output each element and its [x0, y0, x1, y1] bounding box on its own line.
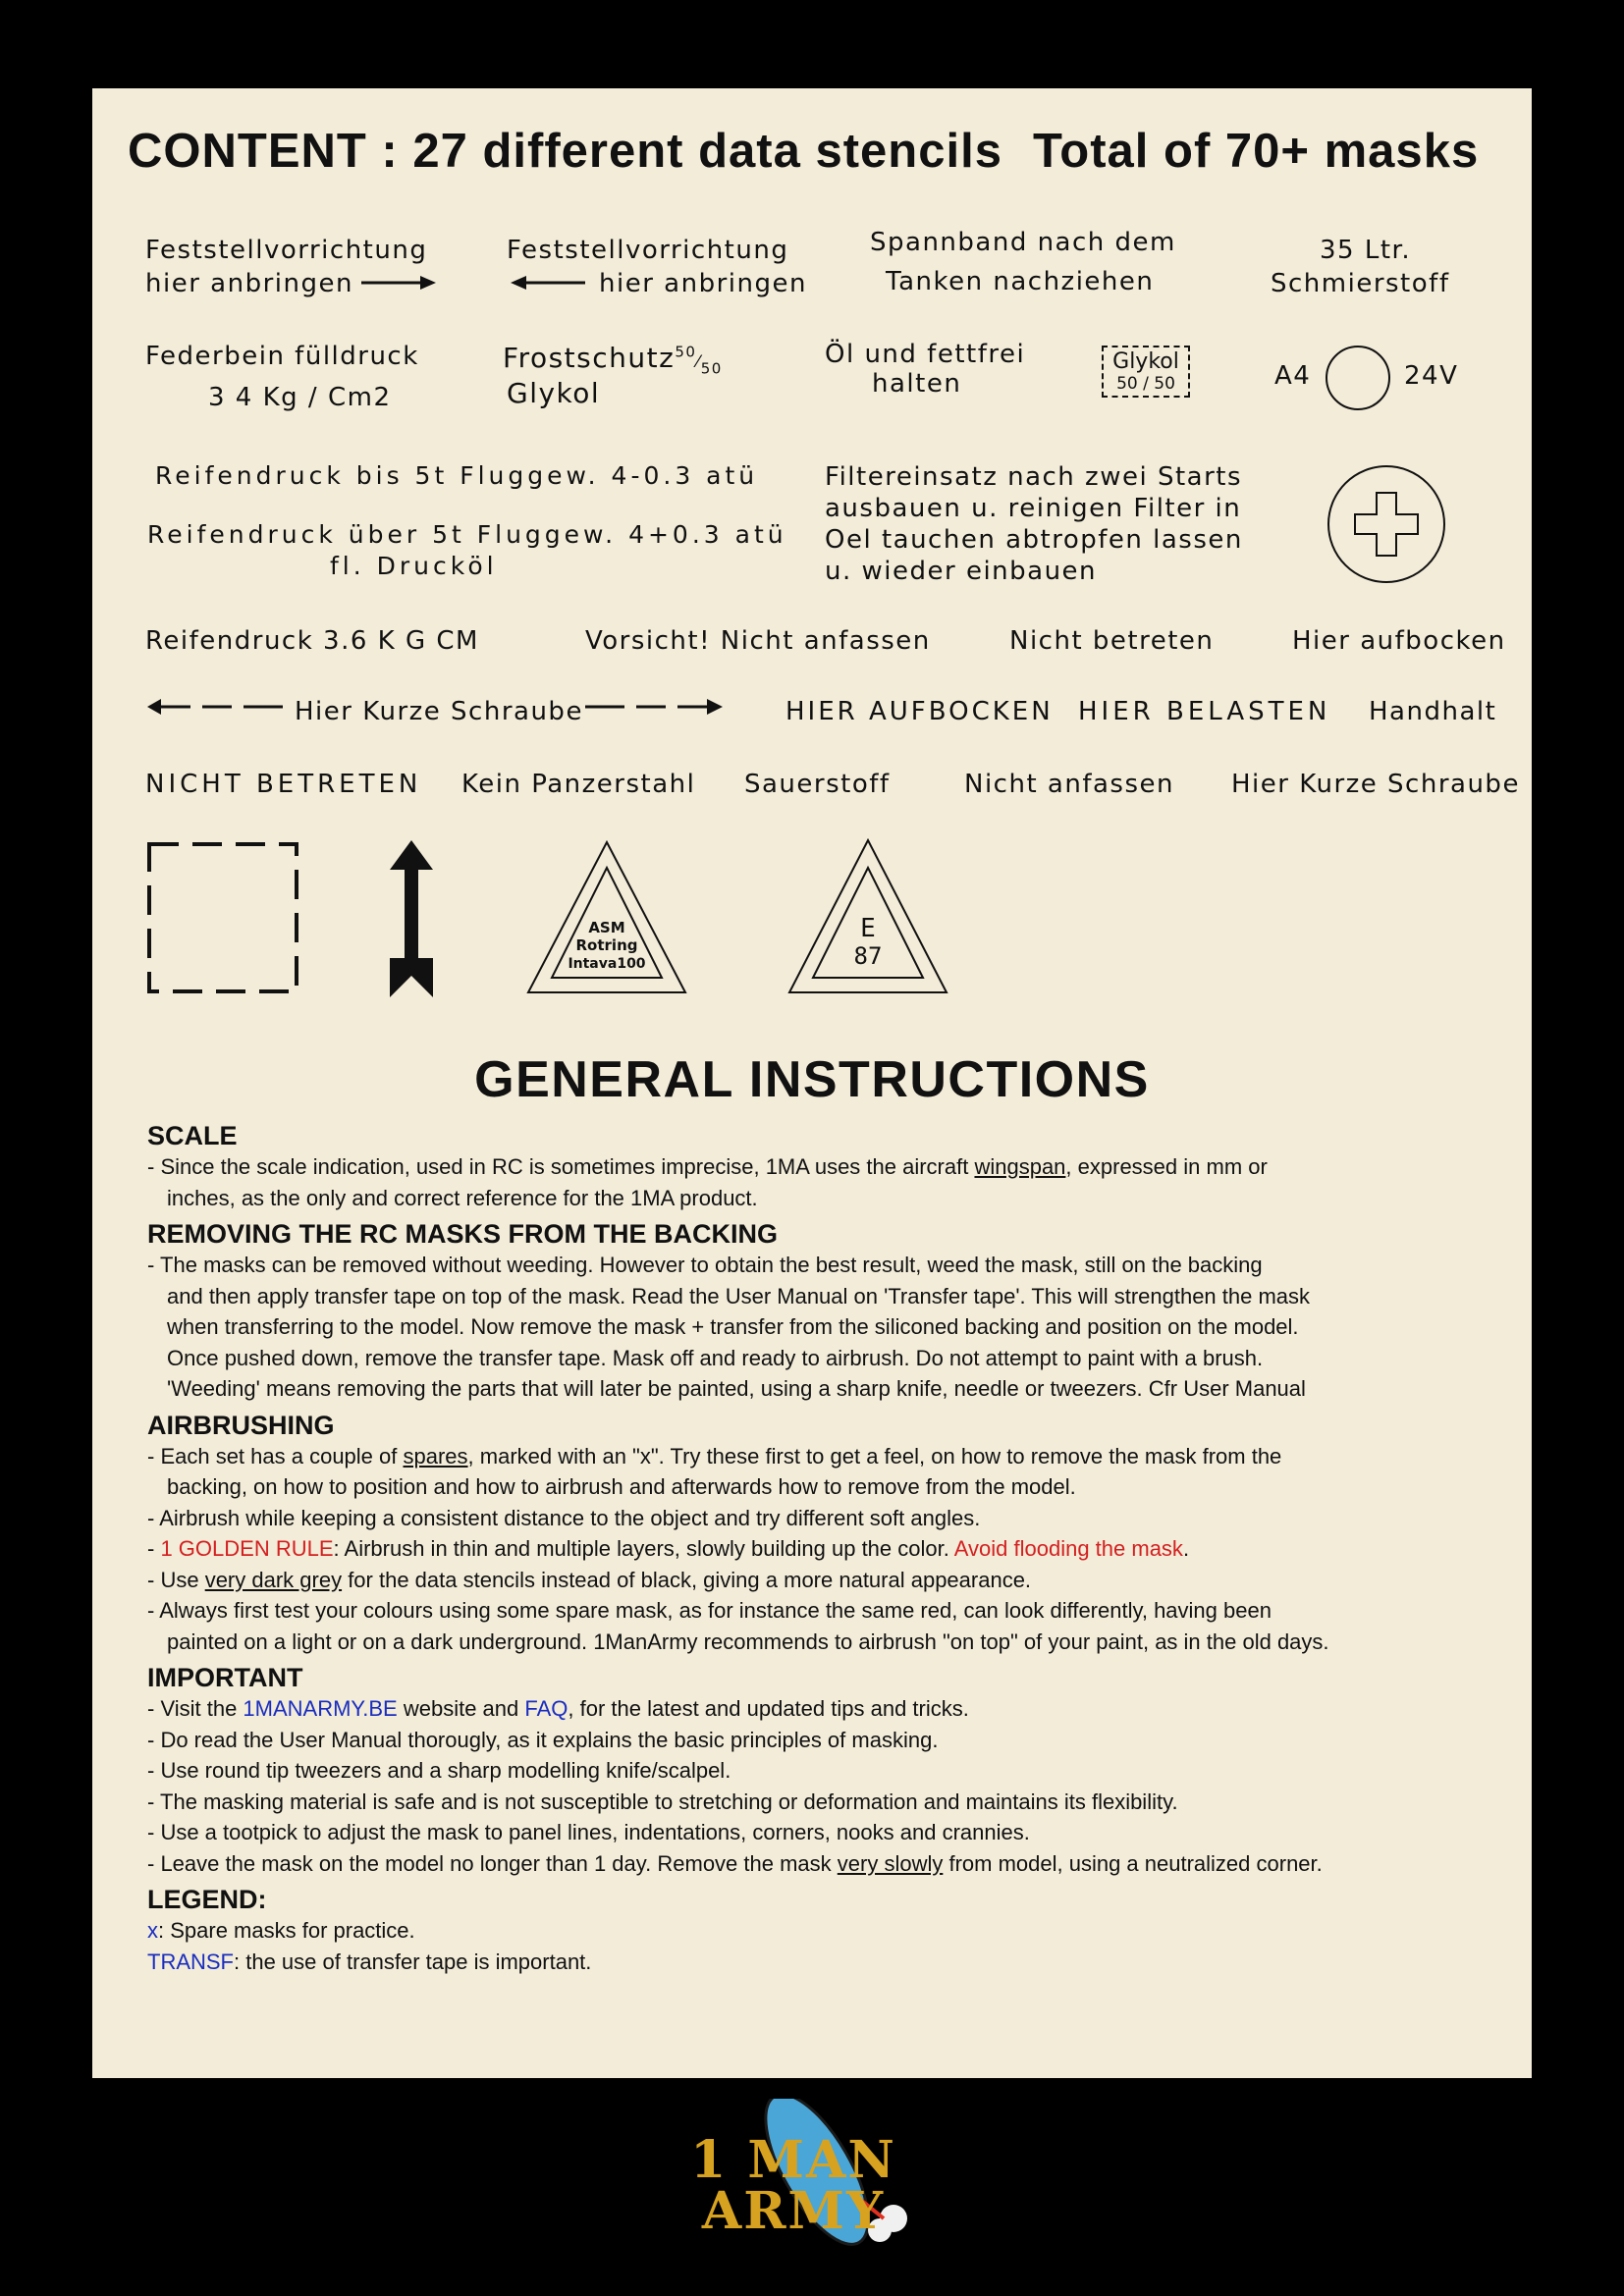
stencil-filtereinsatz-line3: Oel tauchen abtropfen lassen	[825, 525, 1243, 555]
airbrushing-heading: AIRBRUSHING	[147, 1410, 335, 1440]
stencil-24v-label: 24V	[1404, 361, 1459, 391]
legend-heading: LEGEND:	[147, 1885, 267, 1914]
stencil-glykol-ratio: 50 / 50	[1116, 374, 1175, 394]
general-instructions-title: GENERAL INSTRUCTIONS	[474, 1051, 1150, 1108]
important-paragraph: - Visit the 1MANARMY.BE website and FAQ, for the latest and updated tips and tricks. - Do read the User Manual thorougly, as it explains the basic principles of masking. - Use round tip tweezers and a sharp modelling knife/scalpel. - The masking material is safe and is not susceptible to stretching or deformation and maintains its flexibility. - Use a tootpick to adjust the mask to panel lines, indentations, corners, nooks and crannies. - Leave the mask on the model no longer than 1 day. Remove the mask very slowly from model, using a neutralized corner.	[147, 1696, 1323, 1876]
logo-line1: 1 MAN	[690, 2130, 896, 2190]
avoid-flooding-label: Avoid flooding the mask	[953, 1536, 1183, 1561]
stencil-feststell-1-line1: Feststellvorrichtung	[145, 236, 428, 265]
cross-circle-icon	[1326, 463, 1447, 585]
stencil-filtereinsatz-line1: Filtereinsatz nach zwei Starts	[825, 462, 1243, 492]
airbrushing-paragraph: - Each set has a couple of spares, marked with an "x". Try these first to get a feel, on how to remove the mask from the backing, on how to position and how to airbrush and afterwards how to remove from the model. - Airbrush while keeping a consistent distance to the object and try different soft angles. - 1 GOLDEN RULE: Airbrush in thin and multiple layers, slowly building up the color. Avoid flooding the mask. - Use very dark grey for the data stencils instead of black, giving a more natural appearance. - Always first test your colours using some spare mask, as for instance the same red, can look differently, having been painted on a light or on a dark underground. 1ManArmy recommends to airbrush "on top" of your paint, as in the old days.	[147, 1443, 1329, 1654]
triangle-asm-line3: Intava100	[568, 956, 646, 972]
arrow-left-icon	[511, 275, 585, 291]
stencil-schmierstoff-line1: 35 Ltr.	[1320, 236, 1412, 265]
triangle-e87-line2: 87	[853, 942, 883, 970]
stencil-a4-label: A4	[1274, 361, 1312, 391]
stencil-kurze-schraube-arrows: Hier Kurze Schraube	[295, 697, 583, 726]
stencil-oel-line1: Öl und fettfrei	[825, 340, 1026, 369]
arrow-up-icon	[387, 840, 436, 997]
stencil-kein-panzerstahl: Kein Panzerstahl	[461, 770, 696, 799]
circle-outline-icon	[1324, 344, 1392, 412]
stencil-filtereinsatz-line4: u. wieder einbauen	[825, 557, 1098, 586]
removing-paragraph: - The masks can be removed without weeding. However to obtain the best result, weed the mask, still on the backing and then apply transfer tape on top of the mask. Read the User Manual on 'Transfer tape'. This will strengthen the mask when transferring to the model. Now remove the mask + transfer from the siliconed backing and position on the model. Once pushed down, remove the transfer tape. Mask off and ready to airbrush. Do not attempt to paint with a brush. 'Weeding' means removing the parts that will later be painted, using a sharp knife, needle or tweezers. Cfr User Manual	[147, 1253, 1311, 1401]
stencil-reifendruck-36: Reifendruck 3.6 K G CM	[145, 626, 479, 656]
arrow-right-icon	[361, 275, 436, 291]
one-man-army-logo	[687, 2099, 933, 2256]
logo-line2: ARMY	[701, 2181, 886, 2241]
stencil-federbein-line1: Federbein fülldruck	[145, 342, 419, 371]
stencil-filtereinsatz-line2: ausbauen u. reinigen Filter in	[825, 494, 1242, 523]
stencil-feststell-1-line2: hier anbringen	[145, 269, 353, 298]
stencil-oel-line2: halten	[872, 369, 962, 399]
content-title: CONTENT : 27 different data stencils	[128, 125, 1002, 178]
legend-paragraph: x: Spare masks for practice. TRANSF: the use of transfer tape is important.	[147, 1918, 592, 1974]
triangle-e87-line1: E	[860, 914, 876, 943]
stencil-frostschutz-line2: Glykol	[507, 377, 601, 409]
dashed-square-icon	[147, 842, 300, 995]
total-title: Total of 70+ masks	[1033, 125, 1480, 178]
stencil-hier-aufbocken: Hier aufbocken	[1292, 626, 1506, 656]
stencil-hier-kurze-schraube: Hier Kurze Schraube	[1231, 770, 1520, 799]
stencil-vorsicht: Vorsicht! Nicht anfassen	[585, 626, 931, 656]
instructions-body	[147, 1121, 1522, 1977]
golden-rule-label: 1 GOLDEN RULE	[160, 1536, 334, 1561]
stencil-hier-aufbocken-caps: HIER AUFBOCKEN	[785, 697, 1054, 726]
legend-transf-key: TRANSF	[147, 1949, 234, 1974]
stencil-druckoel: fl. Drucköl	[330, 552, 498, 580]
dashed-arrow-right-icon	[585, 697, 723, 717]
stencil-filtereinsatz	[825, 461, 1243, 587]
website-link[interactable]: 1MANARMY.BE	[243, 1696, 398, 1721]
stencil-spannband-line2: Tanken nachziehen	[886, 267, 1155, 296]
stencil-feststell-2-line1: Feststellvorrichtung	[507, 236, 789, 265]
faq-link[interactable]: FAQ	[524, 1696, 568, 1721]
stencil-sauerstoff: Sauerstoff	[744, 770, 891, 799]
stencil-nicht-anfassen: Nicht anfassen	[964, 770, 1174, 799]
stencil-reifendruck-bis: Reifendruck bis 5t Fluggew. 4-0.3 atü	[155, 461, 759, 490]
stencil-glykol-label: Glykol	[1112, 349, 1179, 374]
stencil-hier-belasten: HIER BELASTEN	[1078, 697, 1331, 726]
stencil-feststell-2-line2: hier anbringen	[599, 269, 807, 298]
legend-x-key: x	[147, 1918, 158, 1943]
triangle-asm-line2: Rotring	[575, 936, 638, 954]
triangle-e87-sign	[787, 838, 948, 995]
triangle-asm-sign	[526, 840, 687, 995]
stencil-nicht-betreten-caps: NICHT BETRETEN	[145, 770, 422, 799]
stencil-spannband-line1: Spannband nach dem	[870, 228, 1176, 257]
stencil-glykol-box	[1102, 346, 1190, 398]
triangle-asm-line1: ASM	[588, 919, 625, 936]
stencil-federbein-line2: 3 4 Kg / Cm2	[208, 383, 392, 412]
stencil-frostschutz-line1: $Frostschutz^{50}⁄_{50}$	[503, 342, 723, 378]
stencil-handhalt: Handhalt	[1369, 697, 1497, 726]
stencil-reifendruck-ueber: Reifendruck über 5t Fluggew. 4+0.3 atü	[147, 520, 787, 549]
stencil-nicht-betreten: Nicht betreten	[1009, 626, 1215, 656]
scale-paragraph: - Since the scale indication, used in RC is sometimes imprecise, 1MA uses the aircraft wingspan, expressed in mm or inches, as the only and correct reference for the 1MA product.	[147, 1154, 1268, 1210]
dashed-arrow-left-icon	[147, 697, 285, 717]
removing-heading: REMOVING THE RC MASKS FROM THE BACKING	[147, 1219, 779, 1249]
important-heading: IMPORTANT	[147, 1663, 303, 1692]
stencil-schmierstoff-line2: Schmierstoff	[1271, 269, 1450, 298]
stencil-sheet	[92, 88, 1532, 2078]
scale-heading: SCALE	[147, 1121, 238, 1150]
